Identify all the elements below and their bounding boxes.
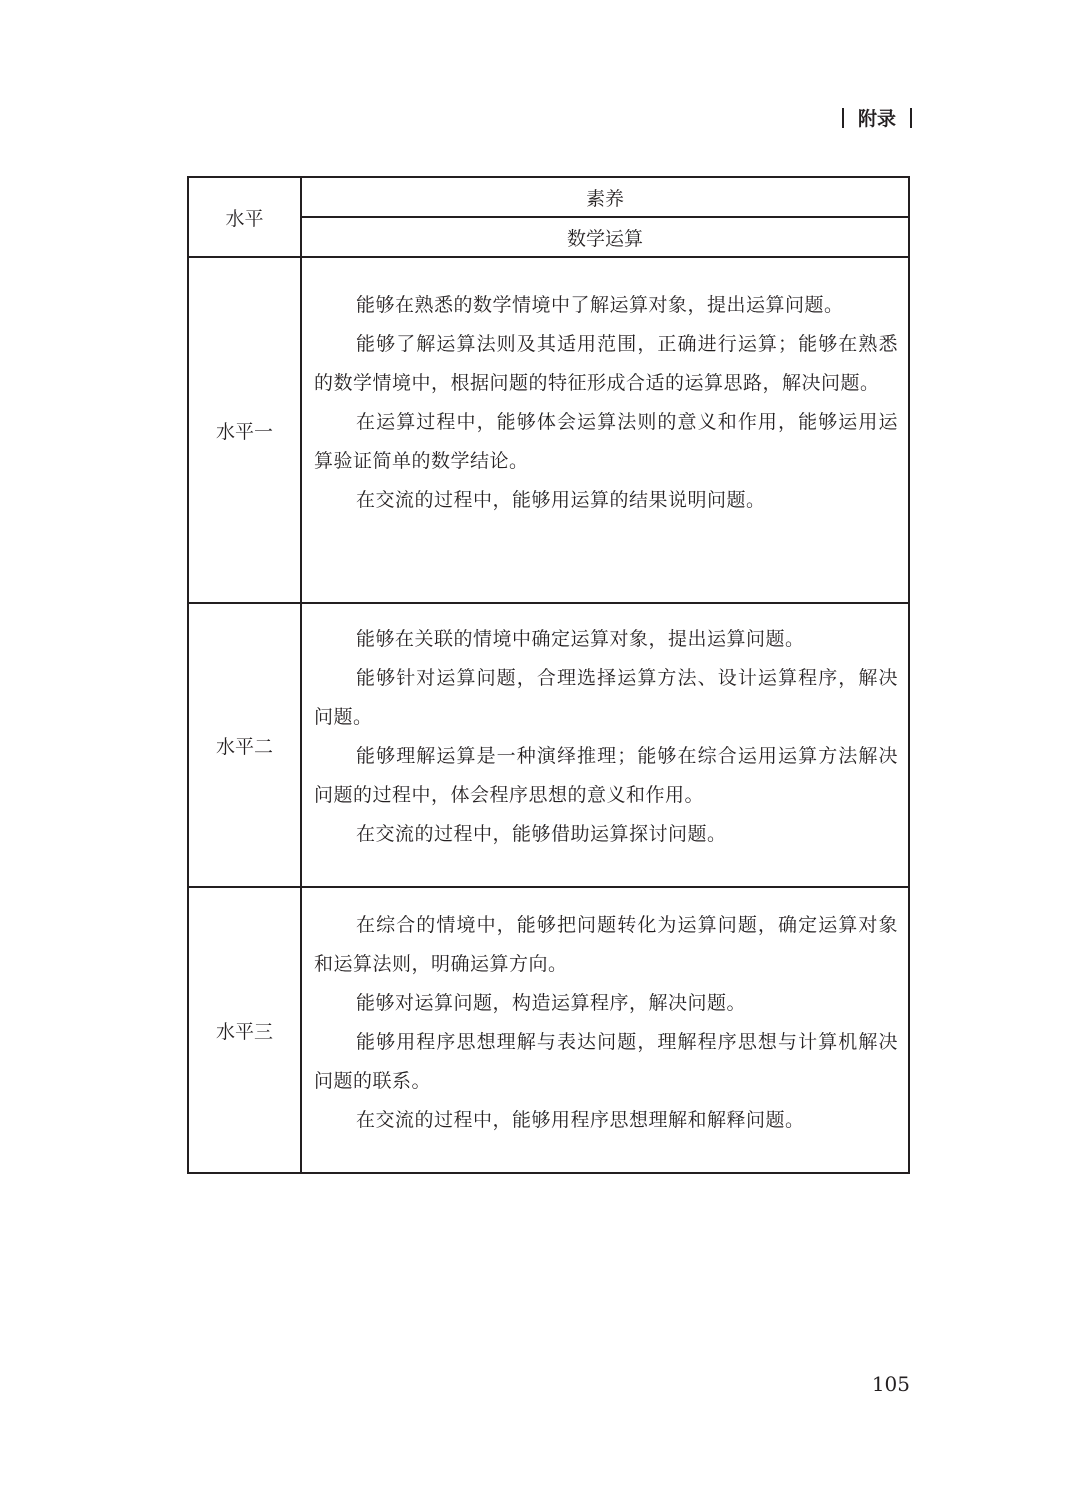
running-header <box>842 104 912 131</box>
competency-levels-table <box>187 176 910 1174</box>
description-paragraph: 能够理解运算是一种演绎推理；能够在综合运用运算方法解决问题的过程中，体会程序思想的意义和作用。 <box>314 745 898 806</box>
table-row <box>188 887 909 1173</box>
level-label: 水平二 <box>188 603 301 887</box>
table-header-row <box>188 177 909 217</box>
table-row <box>188 257 909 603</box>
header-right-rule <box>910 108 912 128</box>
section-label: 附录 <box>857 108 896 130</box>
description-paragraph: 在交流的过程中，能够用程序思想理解和解释问题。 <box>356 1109 805 1131</box>
competency-column-header: 素养 <box>301 177 909 217</box>
level-description <box>301 603 909 887</box>
level-label: 水平三 <box>188 887 301 1173</box>
description-paragraph: 能够在熟悉的数学情境中了解运算对象，提出运算问题。 <box>356 294 844 316</box>
description-paragraph: 能够针对运算问题，合理选择运算方法、设计运算程序，解决问题。 <box>314 667 898 728</box>
table-row <box>188 603 909 887</box>
page-number: 105 <box>871 1372 910 1396</box>
level-description <box>301 257 909 603</box>
level-description <box>301 887 909 1173</box>
description-paragraph: 能够了解运算法则及其适用范围，正确进行运算；能够在熟悉的数学情境中，根据问题的特征形成合适的运算思路，解决问题。 <box>314 333 898 394</box>
header-left-rule <box>842 108 844 128</box>
description-paragraph: 在交流的过程中，能够借助运算探讨问题。 <box>356 823 727 845</box>
description-paragraph: 在交流的过程中，能够用运算的结果说明问题。 <box>356 489 766 511</box>
level-label: 水平一 <box>188 257 301 603</box>
description-paragraph: 能够在关联的情境中确定运算对象，提出运算问题。 <box>356 628 805 650</box>
description-paragraph: 在运算过程中，能够体会运算法则的意义和作用，能够运用运算验证简单的数学结论。 <box>314 411 898 472</box>
description-paragraph: 能够用程序思想理解与表达问题，理解程序思想与计算机解决问题的联系。 <box>314 1031 898 1092</box>
description-paragraph: 在综合的情境中，能够把问题转化为运算问题，确定运算对象和运算法则，明确运算方向。 <box>314 914 898 975</box>
level-column-header: 水平 <box>188 177 301 257</box>
competency-name-header: 数学运算 <box>301 217 909 257</box>
description-paragraph: 能够对运算问题，构造运算程序，解决问题。 <box>356 992 747 1014</box>
